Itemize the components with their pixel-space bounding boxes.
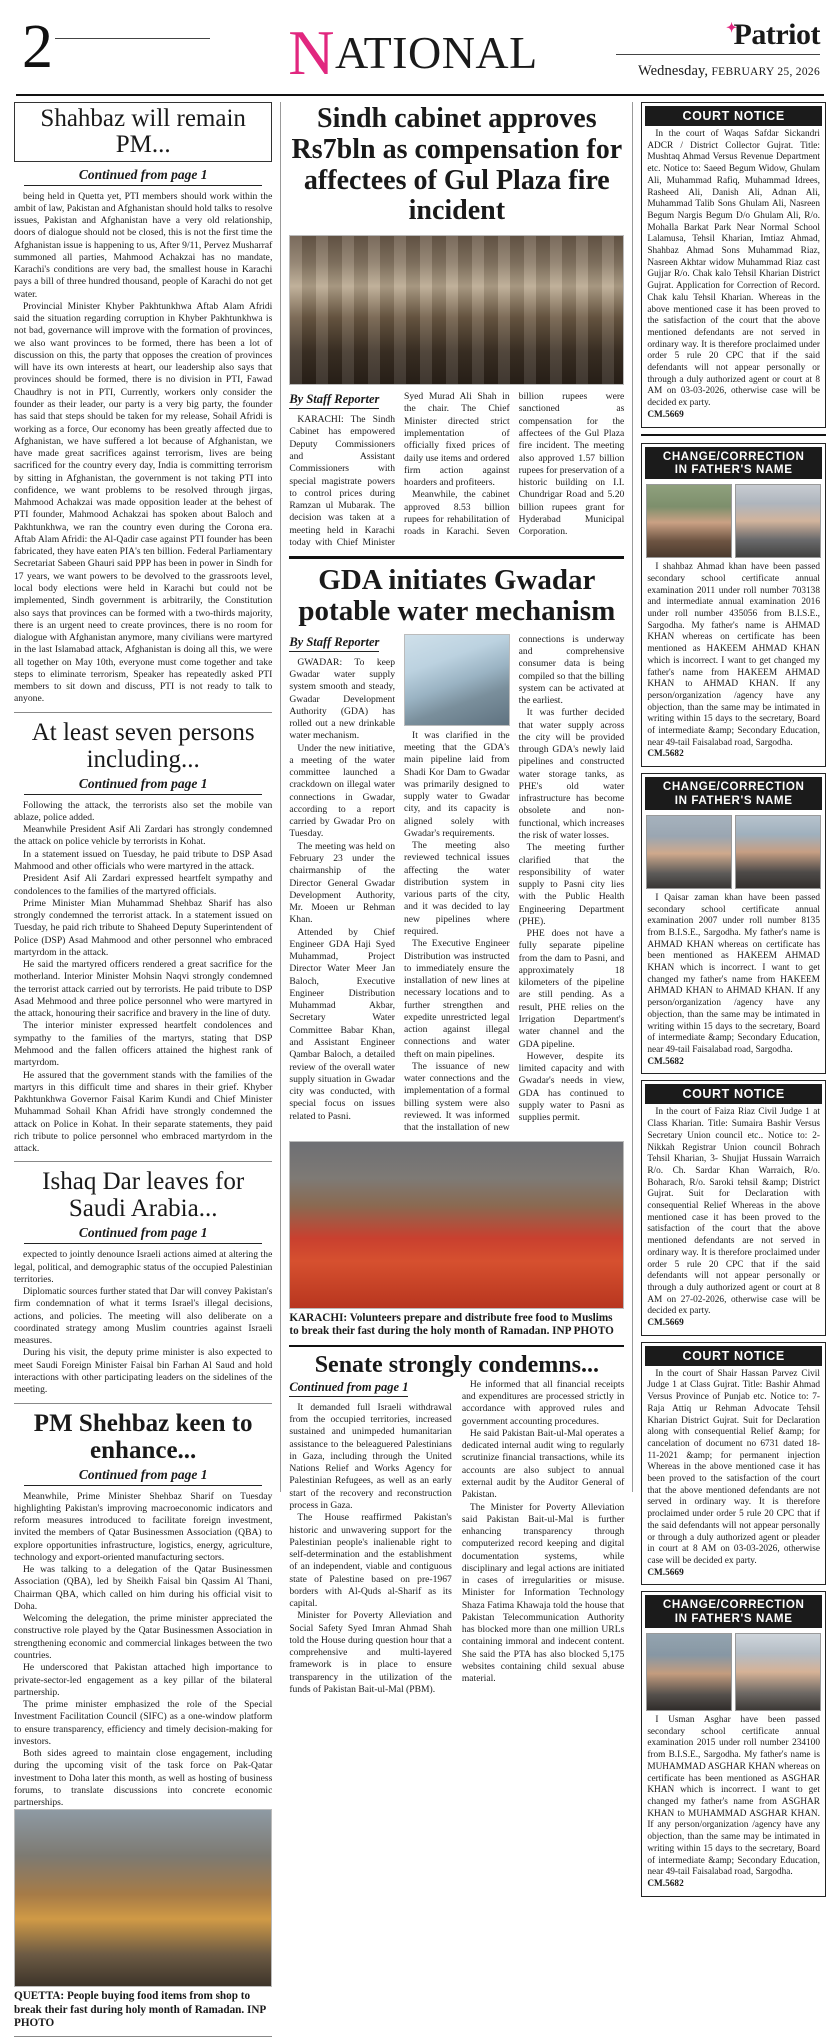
ishaq-dar-body — [14, 1249, 272, 1396]
gda-gwadar-columns — [289, 634, 624, 1135]
court-notice-1-body — [642, 129, 825, 427]
paragraph: The Minister for Poverty Alleviation said Pakistan Bait-ul-Mal is further enhancing transparency through computerized record keeping and digital documentation systems, while disciplinary and legal actions are initiated in cases of irregularities or misuse. Minister for Information Technology Shaza Fatima Khawaja told the house that Pakistan Telecommunication Authority has blocked more than one million URLs containing immoral and indecent content. She said the PTA has also blocked 5,175 websites containing child sexual abuse material. — [461, 1501, 625, 1685]
name-correction-1-header-line1: CHANGE/CORRECTION — [662, 449, 805, 463]
paragraph: He underscored that Pakistan attached high importance to private-sector-led engagement as a key pillar of the bilateral partnership. — [14, 1662, 273, 1698]
brand-accent-mark: ✦ — [726, 20, 737, 35]
column-middle — [281, 102, 633, 1695]
paragraph: It was clarified in the meeting that the GDA's main pipeline laid from Shadi Kor Dam to Gwadar was primarily designed to supply water to Gwadar city, and its capacity is aligned solely with Gwadar's requirements. — [404, 729, 510, 839]
paragraph: GWADAR: To keep Gwadar water supply system smooth and steady, Gwadar Development Authority (GDA) has rolled out a new drinkable water mechanism. — [289, 656, 395, 742]
court-notice-3-body — [642, 1369, 825, 1585]
quetta-ramadan-photo — [14, 1809, 272, 1987]
paragraph: He said the martyred officers rendered a great sacrifice for the motherland. Interior Minister Mohsin Naqvi strongly condemned the terrorist attack carried out by terrorists. He paid tribute to DSP Asad Mehmood and three police personnel who were martyred in the attack, honouring their sacrifice and bravery in the line of duty. — [14, 959, 273, 1020]
portrait-photo — [735, 815, 821, 889]
sindh-cabinet-text-block — [289, 391, 624, 549]
portrait-photo — [735, 1633, 821, 1711]
paragraph: Meanwhile, Prime Minister Shehbaz Sharif on Tuesday highlighting Pakistan's improving macroeconomic indicators and reform measures introduced to facilitate foreign investment, invited the members of Qatar Businessmen Association (QBA) to explore opportunities infrastructure, logistics, energy, agriculture, technology and export-oriented manufacturing sectors. — [14, 1490, 273, 1563]
court-notice-2-ref: CM.5669 — [647, 1318, 684, 1329]
gda-gwadar-headline[interactable]: GDA initiates Gwadar potable water mechanism — [298, 564, 616, 628]
section-title-dropcap: N — [288, 17, 335, 88]
court-notice-3-ref: CM.5669 — [647, 1567, 684, 1578]
name-correction-3-portraits — [642, 1631, 825, 1715]
name-correction-1-body — [642, 562, 825, 766]
name-correction-2-header-line1: CHANGE/CORRECTION — [662, 780, 805, 794]
article-sindh-cabinet-lead — [289, 104, 624, 549]
paragraph: Following the attack, the terrorists also set the mobile van ablaze, police added. — [14, 799, 273, 823]
paragraph: Under the new initiative, a meeting of the water committee launched a crackdown on illegal water connections in Gwadar, according to a report carried by Gwadar Pro on Tuesday. — [289, 742, 395, 840]
seven-persons-body — [14, 800, 272, 1156]
sindh-cabinet-byline: By Staff Reporter — [289, 391, 379, 409]
article-pm-shehbaz-keen-to-enhance — [14, 1410, 272, 1810]
paragraph: KARACHI: The Sindh Cabinet has empowered Deputy Commissioners and Assistant Commissioners with special magistrate powers to control prices during Ramzan ul Mubarak. The decision was taken at a meeting held in Karachi today with Chief Minister Syed Murad Ali Shah in the chair. The Chief Minister directed strict implementation of officially fixed prices of daily use items and ordered firm action against hoarders and profiteers. — [289, 391, 510, 548]
paragraph: It demanded full Israeli withdrawal from the occupied territories, increased sustained and unimpeded humanitarian assistance to the beleaguered Palestinians in Gaza, including through the United Nations Relief and Works Agency for Palestinian Refugees, as well as an early start of the recovery and reconstruction process in Gaza. — [289, 1401, 452, 1511]
ishaq-dar-continued-label: Continued from page 1 — [24, 1225, 262, 1244]
article-gda-gwadar-water — [289, 565, 624, 1134]
portrait-photo — [735, 484, 821, 558]
paragraph: The Executive Engineer Distribution was instructed to immediately ensure the installation of new lines at necessary locations and to further strengthen and expedite unrestricted legal action against illegal connections and water theft on main pipelines. — [404, 938, 510, 1060]
name-correction-3-ref: CM.5682 — [647, 1878, 684, 1889]
paragraph: PHE does not have a fully separate pipeline from the dam to Pasni, and approximately 18 kilometers of the pipeline are still pending. As a result, PHE relies on the Irrigation Department's water channel and the GDA pipeline. — [518, 928, 625, 1050]
paragraph: The meeting further clarified that the responsibility of water supply to Pasni city lies with the Public Health Engineering Department (PHE). — [518, 842, 625, 927]
court-notice-3-header: COURT NOTICE — [645, 1346, 822, 1366]
paragraph: Minister for Poverty Alleviation and Social Safety Syed Imran Ahmad Shah told the House during question hour that a comprehensive and multi-layered framework is in place to ensure transparency in the utilization of the funds of Pakistan Bait-ul-Mal (PBM). — [289, 1610, 452, 1695]
shahbaz-headline-box — [14, 102, 272, 162]
article-ishaq-dar-saudi-arabia — [14, 1168, 272, 1396]
dateline — [616, 63, 820, 80]
shahbaz-body — [14, 191, 272, 706]
pm-shehbaz-headline[interactable]: PM Shehbaz keen to enhance... — [33, 1409, 253, 1464]
brand-rule — [616, 54, 820, 55]
paragraph: He said Pakistan Bait-ul-Mal operates a dedicated internal audit wing to regularly scrutinize financial transactions, while its accounts are also subject to annual external audit by the Auditor General of Pakistan. — [461, 1427, 625, 1501]
seven-persons-continued-label: Continued from page 1 — [24, 776, 262, 795]
paragraph: Provincial Minister Khyber Pakhtunkhwa Aftab Alam Afridi said the situation regarding corruption in Khyber Pakhtunkhwa is not bad, governance will improve with the formation of provinces, we also want provinces to be formed, there has been a lot of discussion on this, the party that opposes the creation of provinces will have its own interests at heart, our leadership also says that provinces should be formed, there is no division in PTI, Fawad Chaudhry is not in PTI, Currently, workers only consider the founder as their leader, our party is a very big party, the founder has said that steps should be taken for my release, Sohail Afridi is working as a force, Our economy has been greatly affected due to Afghanistan, we have suffered a lot because of Afghanistan, we have made great sacrifices against terrorism, lives are being sacrificed for the country every day, India is committing terrorism by sitting in Afghanistan, the government is not taking PTI into confidence, we want problems to be resolved through jirgas, Mahmood Achakzai was made opposition leader at the behest of PTI founder, Mahmood Achakzai has spoken about Baloch and Pakhtunkhwa, we ran the country even during the Corona era. Aftab Alam Afridi: the Al-Qadir case against PTI founder has been fabricated, they have eaten PIA's ten billion. Federal Parliamentary Secretariat Sabeen Ghauri said PPP has been in power in Sindh for 17 years, we want powers to be devolved to the grassroots level, local body elections were held in Karachi but could not be implemented, Sindh government is arbitrarily, the Constitution also says that provinces can be formed with a two-thirds majority, there is an urgent need to create provinces, there is no room for dialogue with Afghanistan anymore, many civilians were martyred in the last Islamabad attack, Afghanistan is doing all this, we were all together on May 10th, everyone must come together and take steps to eliminate terrorism, Speaker has repeatedly asked PTI members to sit down and discuss, PTI is not ready to talk to anyone. — [14, 300, 273, 705]
section-title-rest: ATIONAL — [334, 27, 538, 78]
name-correction-notice-2[interactable] — [641, 773, 826, 1074]
paragraph: Attended by Chief Engineer GDA Haji Syed Muhammad, Project Director Water Meer Jan Baloch, Executive Engineer Distribution Muhammad Akbar, Secretary Water Committee Babar Khan, and Assistant Engineer Qambar Baloch, a detailed review of the overall water supply situation in Gwadar city was conducted, with special focus on issues related to Pasni. — [289, 926, 395, 1122]
page-section-title — [210, 17, 616, 88]
name-correction-2-portraits — [642, 813, 825, 893]
masthead — [14, 13, 826, 90]
name-correction-3-header — [645, 1595, 822, 1628]
paragraph: expected to jointly denounce Israeli actions aimed at altering the legal, political, and demographic status of the occupied Palestinian territories. — [14, 1249, 273, 1285]
paragraph: It was further decided that water supply across the city will be provided through GDA's newly laid pipelines and constructed water storage tanks, as PHE's old water infrastructure has become obsolete and non-functional, which increases the risk of water losses. — [518, 707, 625, 841]
publication-logo — [616, 20, 820, 50]
court-notice-1-ref: CM.5669 — [647, 409, 684, 420]
senate-continued-label: Continued from page 1 — [289, 1379, 408, 1397]
shahbaz-continued-label: Continued from page 1 — [24, 167, 262, 186]
senate-columns — [289, 1379, 624, 1696]
quetta-photo-caption: QUETTA: People buying food items from shop to break their fast during holy month of Ramadan. INP PHOTO — [14, 1990, 266, 2029]
name-correction-3-header-line2: IN FATHER'S NAME — [674, 1611, 793, 1625]
portrait-photo — [646, 484, 732, 558]
paragraph: In the court of Shair Hassan Parvez Civil Judge 1 at Class Gujrat. Title: Bashir Ahmad Versus Province of Punjab etc. Notice to: 7-Raja Attiq ur Rehman Advocate Tehsil Kharian District Gujrat. Suit for Declaration along with consequential Relief &amp; for cancelation of document no 6731 dated 18-11-2021 &amp; for permanent injection Whereas in the above mentioned case it has been proved to the satisfaction of the court that the above mentioned defendants are not served in ordinary way. It is therefore proclaimed under order 5 rule 20 CPC that if the said defendants will not appear personally or through a duly authorized agent or pleader in court at 8 AM on 03-03-2026, otherwise case will be decided ex party. — [647, 1368, 820, 1566]
paragraph: The House reaffirmed Pakistan's historic and unwavering support for the Palestinian people's inalienable right to self-determination and the establishment of an independent, viable and contiguous state of Palestine based on pre-1967 borders with Al-Quds al-Sharif as its capital. — [289, 1512, 452, 1610]
ishaq-dar-headline[interactable]: Ishaq Dar leaves for Saudi Arabia... — [42, 1168, 245, 1223]
paragraph: being held in Quetta yet, PTI members should work within the ambit of law, Pakistan and Afghanistan should hold talks to resolve issues, Pakistan and Afghanistan have a very old relationship, doors of dialogue should not be closed, this is not the first time the Afghanistan issue is happening to us, After 9/11, Pervez Musharraf summoned all parties, Mahmood Achakzai has no mandate, Karachi's conditions are very bad, the smallest house in Karachi pays a bill of three hundred thousand, people of Karachi do not get water. — [14, 190, 273, 300]
name-correction-2-ref: CM.5682 — [647, 1056, 684, 1067]
divider — [14, 1161, 272, 1162]
pm-shehbaz-continued-label: Continued from page 1 — [24, 1467, 262, 1486]
paragraph: In a statement issued on Tuesday, he paid tribute to DSP Asad Mahmood and other officials who were martyred in the attack. — [14, 848, 273, 872]
karachi-iftar-photo — [289, 1141, 624, 1309]
sindh-cabinet-columns — [289, 391, 624, 549]
paragraph: During his visit, the deputy prime minister is also expected to meet Saudi Foreign Minister Faisal bin Farhan Al Saud and hold interactions with other participating leaders on the sidelines of the meeting. — [14, 1347, 273, 1396]
divider — [14, 1403, 272, 1404]
paragraph: He was talking to a delegation of the Qatar Businessmen Association (QBA), led by Sheikh Faisal bin Qassim Al Thani, Chairman QBA, which called on him during his official visit to Doha. — [14, 1564, 273, 1612]
masthead-right — [616, 18, 826, 80]
paragraph: I shahbaz Ahmad khan have been passed secondary school certificate annual examination 2011 under roll number 703138 and intermediate annual examination 2016 under roll number 435056 from B.I.S.E., Sargodha. My father's name is AHMAD KHAN whereas on certificate has been mentioned as HAKEEM AHMAD KHAN which is incorrect. I want to get changed my father's name from HAKEEM AHMAD KHAN to AHMAD KHAN. If any person/organization /agency have any objection, than the same may be intimated in writing within 15 days to the secretary, Board of intermediate &amp; Secondary Education, near 49-tail Faisalabad road, Sargodha. — [647, 562, 820, 748]
court-notice-2[interactable] — [641, 1080, 826, 1335]
paragraph: In the court of Waqas Safdar Sickandri ADCR / District Collector Gujrat. Title: Mushtaq Ahmad Versus Revenue Department etc. Notice to: Saeed Begum Widow, Ghulam Ali, Muhammad Rafiq, Muhammad Idrees, Rasheed Ali, Danish Ali, Adnan Ali, Muhammad Talib Sons Ghulam Ali, Nasreen Begum Nargis Begum D/o Ghulam Ali, R/o. Mohalla Barkat Park Near Normal School Lalamusa, Tehsil Kharian, Imtiaz Ahmad, Shahbaz Ahmad Sons Muhammad Riaz, Nasreen Akhtar widow Muhammad Riaz cast Gujjar R/o. Chak kalo Tehsil Kharian District Gujrat. Application for Correction of Record. Chak kalu Tehsil Kharian. Whereas in the above mentioned case it has been proved to the satisfaction of the court that the above mentioned defendants are not served in ordinary way. It is therefore proclaimed under order 5 rule 20 CPC that if the said defendants will not appear personally or through a duly authorized agent or court at 8 AM on 03-03-2026, otherwise case will be decided ex party. — [647, 129, 820, 409]
paragraph: Diplomatic sources further stated that Dar will convey Pakistan's firm condemnation of what it terms Israel's illegal decisions, actions, and policies. The meeting will also deliberate on a coordinated strategy among Muslim countries against Israeli measures. — [14, 1286, 273, 1347]
paragraph: The prime minister emphasized the role of the Special Investment Facilitation Council (SIFC) as a one-window platform to ensure transparency, efficiency and timely decision-making for investors. — [14, 1699, 273, 1747]
paragraph: The issuance of new water connections and the implementation of a formal billing system were also reviewed. It was informed that the installation of new connections is underway and comprehensive consumer data is being compiled so that the billing system can be activated at the earliest. — [404, 633, 625, 1134]
court-notice-1-header: COURT NOTICE — [645, 106, 822, 126]
divider — [289, 556, 624, 559]
masthead-bottom-rule — [16, 94, 824, 96]
paragraph: Meanwhile President Asif Ali Zardari has strongly condemned the attack on police vehicle by terrorists in Kohat. — [14, 824, 273, 848]
paragraph: President Asif Ali Zardari expressed heartfelt sympathy and condolences to the families of the martyred officials. — [14, 873, 273, 897]
paragraph: In the court of Faiza Riaz Civil Judge 1 at Class Kharian. Title: Sumaira Bashir Versus Secretary Union council etc.. Notice to: 2- Nikkah Registrar Union council Bohrach Tehsil Kharian, 3- Shujjat Hussain Warraich R/o. Ch. Sardar Khan Warraich, R/o. Boharach, R/o. Saroki tehsil &amp; District Gujrat. Suit for Declaration with consequential Relief Whereas in the above mentioned case it has been proved to the satisfaction of the court that the above mentioned defendants are not served in ordinary way. It is therefore proclaimed under order 5 rule 20 CPC that if the said defendants will not appear personally or through a duly authorized agent or court at 8 AM on 27-02-2026, otherwise case will be decided ex party. — [647, 1107, 820, 1317]
dateline-month-day: FEBRUARY 25, 2026 — [711, 66, 820, 78]
name-correction-2-header-line2: IN FATHER'S NAME — [674, 793, 793, 807]
column-left — [14, 102, 281, 2029]
paragraph: Prime Minister Mian Muhammad Shehbaz Sharif has also strongly condemned the terrorist attack. In a statement issued on Tuesday, he paid rich tribute to Shaheed Deputy Superintendent of Police (DSP) Asad Mahmood and other personnel who embraced martyrdom in the attack. — [14, 897, 273, 958]
name-correction-1-header — [645, 447, 822, 480]
senate-headline[interactable]: Senate strongly condemns... — [314, 1351, 599, 1378]
name-correction-3-body — [642, 1715, 825, 1896]
page-folio-number: 2 — [22, 13, 51, 81]
article-at-least-seven-persons — [14, 719, 272, 1156]
shahbaz-headline[interactable]: Shahbaz will remain PM... — [40, 105, 246, 159]
sindh-cabinet-headline[interactable]: Sindh cabinet approves Rs7bln as compensation for affectees of Gul Plaza fire incident — [291, 103, 623, 227]
gwadar-pipeline-photo — [404, 634, 510, 726]
paragraph: I Qaisar zaman khan have been passed secondary school certificate annual examination 2007 under roll number 8135 from B.I.S.E., Sargodha. My father's name is AHMAD KHAN whereas on certificate has been mentioned as HAKEEM AHMAD KHAN which is incorrect. I want to get changed my father's name from HAKEEM AHMAD KHAN to AHMAD KHAN. If any person/organization /agency have any objection, than the same may be intimated in writing within 15 days to the secretary, Board of intermediate &amp; Secondary Education, near 49-tail Faisalabad road, Sargodha. — [647, 892, 820, 1055]
paragraph: He informed that all financial receipts and expenditures are processed strictly in accordance with approved rules and government accounting procedures. — [461, 1378, 625, 1427]
masthead-rule-left — [55, 38, 210, 39]
portrait-photo — [646, 1633, 732, 1711]
seven-persons-headline[interactable]: At least seven persons including... — [31, 718, 255, 773]
sindh-cabinet-meeting-photo — [289, 235, 624, 385]
name-correction-1-portraits — [642, 482, 825, 562]
name-correction-3-header-line1: CHANGE/CORRECTION — [662, 1598, 805, 1612]
paragraph: Welcoming the delegation, the prime minister appreciated the constructive role played by the Qatar Businessmen Association in strengthening economic and commercial linkages between the two countries. — [14, 1613, 273, 1661]
page-grid — [14, 102, 826, 2029]
name-correction-notice-3[interactable] — [641, 1591, 826, 1896]
name-correction-notice-1[interactable] — [641, 443, 826, 768]
article-shahbaz-will-remain-pm — [14, 102, 272, 706]
name-correction-1-header-line2: IN FATHER'S NAME — [674, 462, 793, 476]
court-notice-3[interactable] — [641, 1342, 826, 1586]
brand-name: Patriot — [733, 18, 820, 51]
divider — [641, 434, 826, 436]
article-senate-strongly-condemns — [289, 1353, 624, 1696]
paragraph: The interior minister expressed heartfelt condolences and sympathy to the families of the martyrs, stating that DSP Mehmood and the fallen officers attained the highest rank of martyrdom. — [14, 1020, 273, 1069]
pm-shehbaz-body — [14, 1491, 272, 1810]
paragraph: However, despite its limited capacity and with Gwadar's needs in view, GDA has continued to supply water to Pasni as supplies permit. — [518, 1050, 625, 1124]
portrait-photo — [646, 815, 732, 889]
paragraph: I Usman Asghar have been passed secondary school certificate annual examination 2015 under roll number 234100 from B.I.S.E., Sargodha. My father's name is MUHAMMAD ASGHAR KHAN whereas on certificate has been mentioned as ASGHAR KHAN which is incorrect. I want to get changed my father's name from ASGHAR KHAN to MUHAMMAD ASGHAR KHAN. If any person/organization /agency have any objection, than the same may be intimated in writing within 15 days to the secretary, Board of intermediate &amp; Secondary Education, near 49-tail Faisalabad road, Sargodha. — [647, 1715, 820, 1878]
paragraph: He assured that the government stands with the families of the martyrs in this difficult time and shares in their grief. Khyber Pakhtunkhwa Governor Faisal Karim Kundi and Chief Minister Muhammad Sohail Khan Afridi have strongly condemned the attack on Police in Kohat. In their separate statements, they paid rich tribute to police personnel who embraced martyrdom in the attack. — [14, 1069, 273, 1155]
court-notice-2-body — [642, 1107, 825, 1334]
court-notice-2-header: COURT NOTICE — [645, 1084, 822, 1104]
paragraph: The meeting was held on February 23 under the chairmanship of the Director General Gwadar Development Authority, Mr. Moeen ur Rehman Khan. — [289, 840, 395, 926]
paragraph: The meeting also reviewed technical issues affecting the water distribution system in various parts of the city, and it was decided to lay new pipelines where required. — [404, 840, 510, 937]
dateline-day: Wednesday, — [637, 63, 709, 79]
divider — [289, 1345, 624, 1347]
karachi-photo-caption: KARACHI: Volunteers prepare and distribute free food to Muslims to break their fast during the holy month of Ramadan. INP PHOTO — [289, 1311, 614, 1337]
name-correction-2-header — [645, 777, 822, 810]
paragraph: Both sides agreed to maintain close engagement, including during the upcoming visit of the task force on Pak-Qatar investment to Doha later this month, as well as hosting of business forums, to translate discussions into concrete economic partnerships. — [14, 1748, 273, 1809]
court-notice-1[interactable] — [641, 102, 826, 428]
divider — [14, 712, 272, 713]
gda-gwadar-byline: By Staff Reporter — [289, 634, 379, 652]
column-right-classifieds — [633, 102, 826, 1889]
name-correction-1-ref: CM.5682 — [647, 749, 684, 760]
name-correction-2-body — [642, 893, 825, 1074]
paragraph: Meanwhile, the cabinet approved 8.53 billion rupees for rehabilitation of roads in Karachi. Seven billion rupees were sanctioned as compensation for the affectees of the Gul Plaza fire incident. The meeting also approved 1.57 billion rupees for preservation of a historic building on I.I. Chundrigar Road and 5.20 billion rupees grant for Hyderabad Municipal Corporation. — [404, 391, 625, 538]
